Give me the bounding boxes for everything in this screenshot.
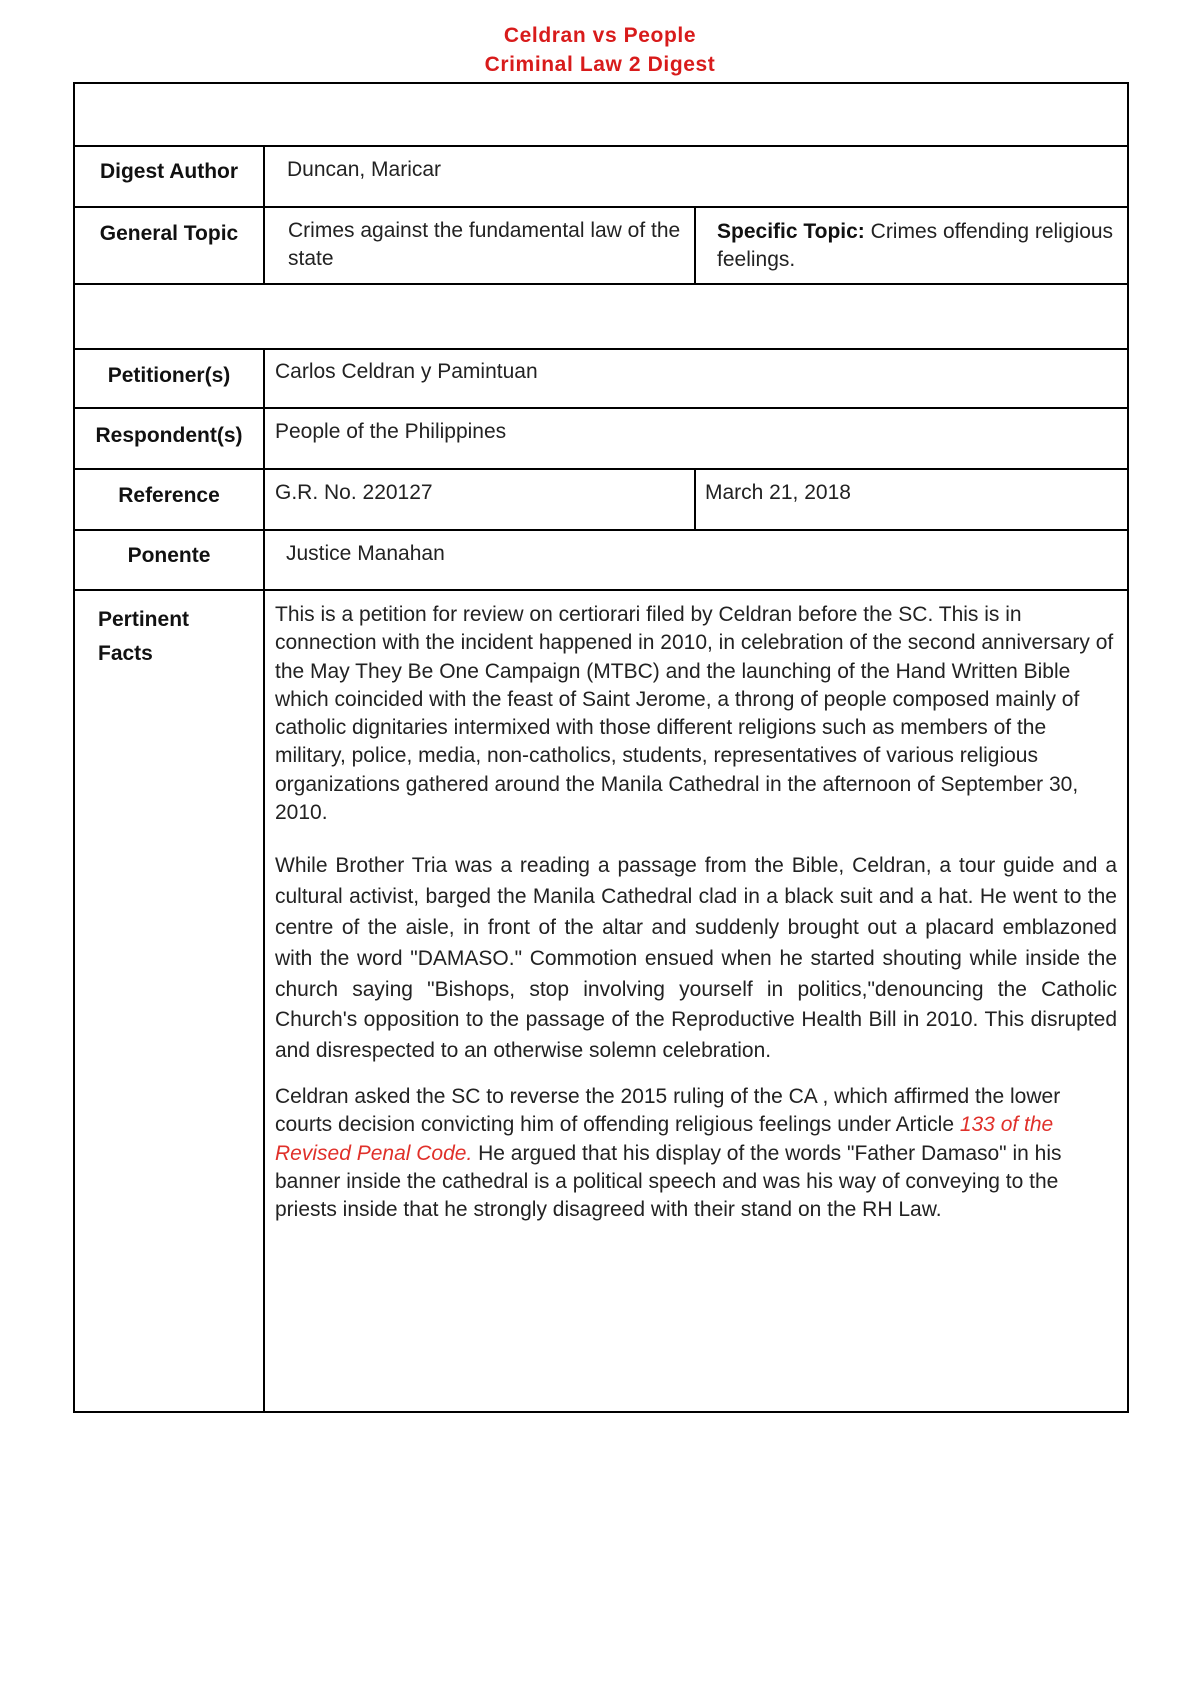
- column-divider: [263, 145, 265, 284]
- pertinent-facts-label: Pertinent Facts: [98, 608, 190, 665]
- reference-gr-number: G.R. No. 220127: [275, 481, 433, 504]
- row-divider: [74, 348, 1127, 350]
- row-divider: [74, 145, 1127, 147]
- general-topic-value: Crimes against the fundamental law of the state: [288, 219, 681, 270]
- petitioner-value: Carlos Celdran y Pamintuan: [275, 360, 538, 383]
- facts-paragraph-3-start: Celdran asked the SC to reverse the 2015 ruling of the CA , which affirmed the lower courts decision convicting him of offending religious feelings under Article: [275, 1084, 1061, 1137]
- facts-paragraph-1: This is a petition for review on certiorari filed by Celdran before the SC. This is in connection with the incident happened in 2010, in celebration of the second anniversary of the May They Be One Campaign (MTBC) and the launching of the Hand Written Bible which coincided with the feast of Saint Jerome, a throng of people composed mainly of catholic dignitaries intermixed with those different religions such as members of the military, police, media, non-catholics, students, representatives of various religious organizations gathered around the Manila Cathedral in the afternoon of September 30, 2010.: [275, 603, 1114, 825]
- facts-paragraph-3: [275, 1083, 1117, 1224]
- digest-author-label: Digest Author: [99, 160, 239, 183]
- reference-date: March 21, 2018: [705, 481, 851, 504]
- row-divider: [74, 468, 1127, 470]
- column-divider: [694, 468, 696, 530]
- row-divider: [74, 206, 1127, 208]
- pertinent-facts-body: [275, 601, 1117, 1224]
- row-divider: [74, 529, 1127, 531]
- general-topic-label: General Topic: [99, 222, 239, 245]
- column-divider: [263, 348, 265, 1412]
- specific-topic-label: Specific Topic:: [717, 220, 865, 243]
- facts-paragraph-2: While Brother Tria was a reading a passage from the Bible, Celdran, a tour guide and a cultural activist, barged the Manila Cathedral clad in a black suit and a hat. He went to the centre of the aisle, in front of the altar and suddenly brought out a placard emblazoned with the word "DAMASO." Commotion ensued when he started shouting while inside the church saying "Bishops, stop involving yourself in politics,"denouncing the Catholic Church's opposition to the passage of the Reproductive Health Bill in 2010. This disrupted and disrespected to an otherwise solemn celebration.: [275, 854, 1117, 1063]
- row-divider: [74, 407, 1127, 409]
- revised-penal-code-reference: 133 of the Revised Penal Code.: [275, 1113, 1054, 1165]
- reference-label: Reference: [118, 484, 220, 507]
- ponente-label: Ponente: [127, 544, 211, 567]
- document-subtitle: Criminal Law 2 Digest: [484, 53, 716, 76]
- respondent-label: Respondent(s): [95, 424, 243, 447]
- facts-paragraph-3-end: He argued that his display of the words "Father Damaso" in his banner inside the cathedral is a political speech and was his way of conveying to the priests inside that he strongly disagreed with their stand on the RH Law.: [275, 1141, 1062, 1222]
- document-title: Celdran vs People: [503, 24, 697, 47]
- respondent-value: People of the Philippines: [275, 420, 507, 443]
- ponente-value: Justice Manahan: [286, 542, 445, 565]
- digest-author-value: Duncan, Maricar: [287, 158, 442, 181]
- specific-topic-value: Crimes offending religious feelings.: [717, 220, 1114, 271]
- row-divider: [74, 589, 1127, 591]
- specific-topic: [717, 218, 1117, 274]
- column-divider: [694, 206, 696, 284]
- row-divider: [74, 283, 1127, 285]
- petitioner-label: Petitioner(s): [107, 364, 231, 387]
